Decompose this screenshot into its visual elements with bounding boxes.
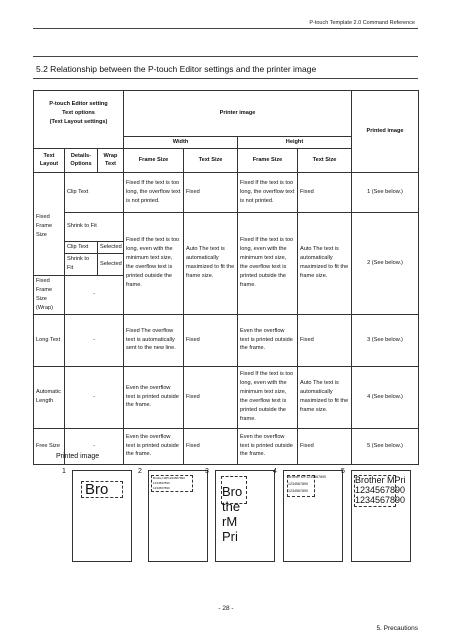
r1-printed-ref: 1 (See below.) [352, 172, 419, 212]
r4-height-frame: Fixed If the text is too long, even with the minimum text size, the overflow text is printed outside the frame. [238, 366, 298, 428]
col-width-text-size: Text Size [184, 148, 238, 172]
frame-box-2 [151, 475, 193, 492]
img4-line-1: Brother MP1234567890 [288, 475, 327, 479]
document-header: P-touch Template 2.0 Command Reference [309, 20, 415, 26]
col-width: Width [124, 137, 238, 149]
option-shrink-to-fit-2: Shrink to Fit [65, 253, 98, 275]
col-text-layout: Text Layout [34, 148, 65, 172]
r1-height-text: Fixed [298, 172, 352, 212]
img1-text: Bro [85, 481, 109, 498]
layout-fixed-frame-size: Fixed Frame Size [34, 212, 65, 241]
r2-printed-ref: 2 (See below.) [352, 212, 419, 314]
img3-line-2: the [222, 499, 241, 514]
printed-image-3 [215, 470, 275, 562]
layout-fixed-frame-wrap: Fixed Frame Size (Wrap) [34, 275, 65, 314]
img3-line-3: rM [222, 514, 238, 529]
img5-line-1: Brother MPri [355, 475, 406, 485]
col-details-options: Details- Options [65, 148, 98, 172]
img4-line-3: 1234567890 [288, 489, 308, 493]
col-height-text-size: Text Size [298, 148, 352, 172]
img5-line-2: 1234567890 [355, 485, 406, 495]
col-width-frame-size: Frame Size [124, 148, 184, 172]
col-height: Height [238, 137, 352, 149]
img5-line-3: 1234567890 [355, 495, 406, 505]
editor-setting-group: P-touch Editor setting Text options (Text Layout settings) [34, 91, 124, 137]
section-title: 5.2 Relationship between the P-touch Editor settings and the printer image [36, 64, 317, 74]
printed-image-4 [283, 470, 343, 562]
layout-long-text: Long Text [34, 314, 65, 366]
settings-table [33, 90, 419, 465]
img4-line-2: 1234567890 [288, 482, 308, 486]
r2-width-text: Auto The text is automatically maximized to fit the frame size. [184, 212, 238, 314]
footer-section: 5. Precautions [376, 625, 418, 632]
r3-width-frame: Fixed The overflow text is automatically sent to the new line. [124, 314, 184, 366]
col-wrap-text: Wrap Text [98, 148, 124, 172]
option-clip-text: Clip Text [65, 172, 124, 212]
r5-width-text: Fixed [184, 428, 238, 464]
col-printed-image: Printed image [352, 91, 419, 173]
r3-width-text: Fixed [184, 314, 238, 366]
page-number: - 28 - [218, 605, 234, 612]
frame-box-1 [81, 481, 123, 498]
option-selected-1: Selected [98, 241, 124, 253]
r3-height-text: Fixed [298, 314, 352, 366]
printed-image-number-5: 5 [341, 468, 345, 475]
col-height-frame-size: Frame Size [238, 148, 298, 172]
free-size-dash: - [65, 428, 124, 464]
img2-line-3: 1234567890 [153, 486, 170, 490]
img2-line-2: 1234567890 [153, 481, 170, 485]
header-rule [33, 28, 418, 29]
r1-width-frame: Fixed If the text is too long, the overflow text is not printed. [124, 172, 184, 212]
printed-image-5 [351, 470, 411, 562]
r3-printed-ref: 3 (See below.) [352, 314, 419, 366]
r2-width-frame: Fixed If the text is too long, even with the minimum text size, the overflow text is printed outside the frame. [124, 212, 184, 314]
img3-line-1: Bro [222, 484, 243, 499]
printed-image-number-3: 3 [205, 468, 209, 475]
printed-image-number-2: 2 [138, 468, 142, 475]
r2-height-text: Auto The text is automatically maximized to fit the frame size. [298, 212, 352, 314]
r3-height-frame: Even the overflow text is printed outside the frame. [238, 314, 298, 366]
layout-automatic-length: Automatic Length [34, 366, 65, 428]
r2-height-frame: Fixed If the text is too long, even with the minimum text size, the overflow text is printed outside the frame. [238, 212, 298, 314]
printed-image-label: Printed image [56, 453, 100, 460]
printed-image-1 [72, 470, 132, 562]
printed-image-number-4: 4 [273, 468, 277, 475]
auto-length-dash: - [65, 366, 124, 428]
r5-height-frame: Even the overflow text is printed outside the frame. [238, 428, 298, 464]
r4-printed-ref: 4 (See below.) [352, 366, 419, 428]
r5-width-frame: Even the overflow text is printed outside the frame. [124, 428, 184, 464]
long-text-dash: - [65, 314, 124, 366]
layout-fixed-frame-blank [34, 172, 65, 212]
section-rule-top [33, 56, 418, 57]
r5-printed-ref: 5 (See below.) [352, 428, 419, 464]
img2-line-1: Brother MP1234567890 [153, 476, 185, 480]
wrap-dash: - [65, 275, 124, 314]
r4-width-frame: Even the overflow text is printed outside the frame. [124, 366, 184, 428]
r4-height-text: Auto The text is automatically maximized to fit the frame size. [298, 366, 352, 428]
printed-image-number-1: 1 [62, 468, 66, 475]
r1-height-frame: Fixed If the text is too long, the overflow text is not printed. [238, 172, 298, 212]
option-clip-text-2: Clip Text [65, 241, 98, 253]
printer-image-group: Printer image [124, 91, 352, 137]
r4-width-text: Fixed [184, 366, 238, 428]
section-rule-bottom [33, 78, 418, 79]
option-shrink-to-fit: Shrink to Fit [65, 212, 124, 241]
r1-width-text: Fixed [184, 172, 238, 212]
layout-free-size: Free Size [34, 428, 65, 464]
r5-height-text: Fixed [298, 428, 352, 464]
img3-line-4: Pri [222, 529, 238, 544]
option-selected-2: Selected [98, 253, 124, 275]
printed-image-2 [148, 470, 208, 562]
